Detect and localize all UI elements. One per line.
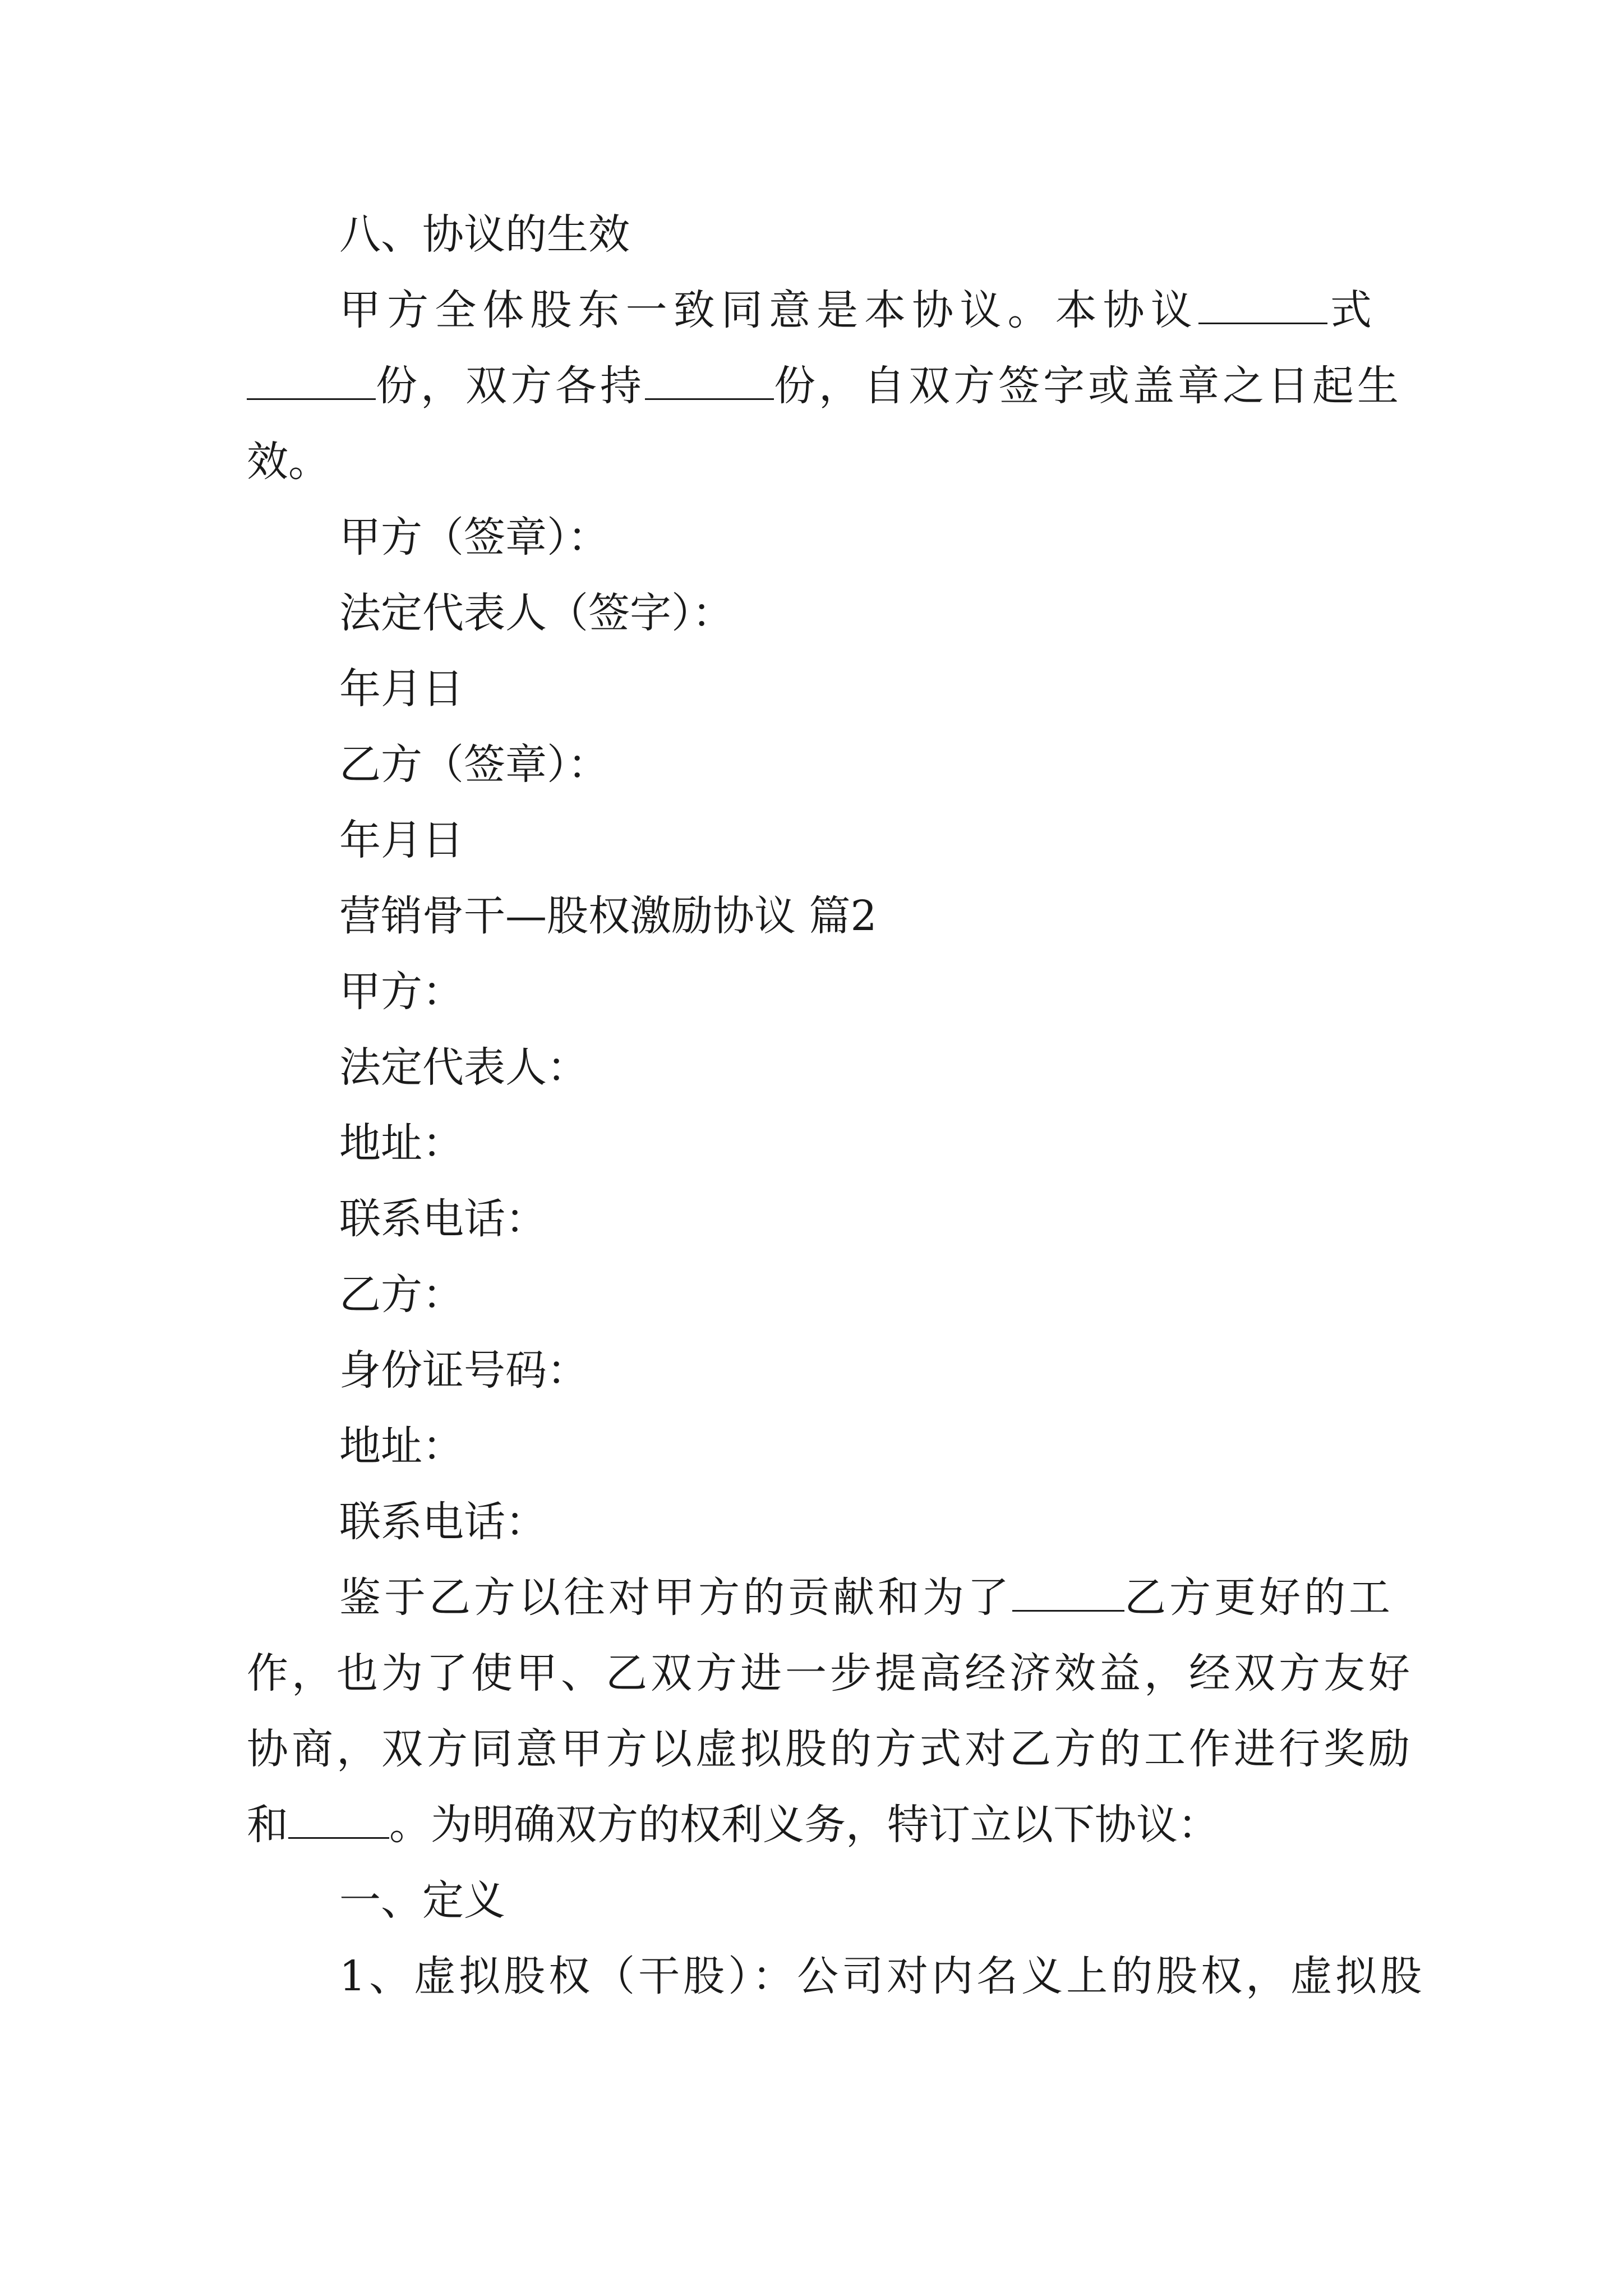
paragraph-text: 甲方全体股东一致同意是本协议。本协议 <box>339 286 1198 334</box>
label-text: 法定代表人（签字）： <box>339 589 734 637</box>
label-text: 法定代表人： <box>339 1043 588 1092</box>
date-label <box>339 662 464 716</box>
party-b-seal-label <box>339 738 609 792</box>
legal-rep-label <box>339 1041 588 1094</box>
label-text: 年月日 <box>339 816 464 864</box>
label-text: 联系电话： <box>339 1195 547 1243</box>
paragraph-line <box>247 1798 1219 1852</box>
paragraph-text: 和 <box>247 1801 288 1849</box>
fill-blank <box>1198 287 1327 324</box>
paragraph-text: 。为明确双方的权利义务，特订立以下协议： <box>389 1801 1219 1849</box>
phone-a-label <box>339 1192 547 1246</box>
paragraph-line <box>339 1571 1394 1625</box>
fill-blank <box>1012 1574 1124 1612</box>
agreement-title <box>339 889 877 943</box>
label-text: 甲方： <box>339 968 464 1016</box>
party-a-seal-label <box>339 510 609 564</box>
paragraph-line <box>339 283 1375 337</box>
party-a-label <box>339 965 464 1019</box>
fill-blank <box>288 1801 389 1839</box>
address-a-label <box>339 1116 464 1170</box>
label-text: 身份证号码： <box>339 1346 588 1395</box>
paragraph-text: 份，自双方签字或盖章之日起生 <box>774 362 1402 410</box>
paragraph-text: 1、虚拟股权（干股）：公司对内名义上的股权，虚拟股 <box>339 1952 1426 2000</box>
label-text: 甲方（签章）： <box>339 513 609 562</box>
fill-blank <box>645 362 774 400</box>
paragraph-line <box>247 435 330 489</box>
address-b-label <box>339 1419 464 1473</box>
legal-rep-sign-label <box>339 586 734 640</box>
section-heading-text: 一、定义 <box>339 1876 505 1925</box>
section-heading-definitions <box>339 1874 505 1927</box>
date-label <box>339 813 464 867</box>
paragraph-line <box>247 1646 1413 1700</box>
label-text: 乙方（签章）： <box>339 740 609 789</box>
paragraph-text: 鉴于乙方以往对甲方的贡献和为了 <box>339 1573 1012 1622</box>
label-text: 地址： <box>339 1119 464 1167</box>
party-b-label <box>339 1268 464 1322</box>
paragraph-line <box>247 359 1402 413</box>
paragraph-text: 份，双方各持 <box>376 362 645 410</box>
label-text: 乙方： <box>339 1271 464 1319</box>
phone-b-label <box>339 1495 547 1549</box>
paragraph-text: 作，也为了使甲、乙双方进一步提高经济效益，经双方友好 <box>247 1649 1413 1697</box>
id-number-label <box>339 1343 588 1397</box>
section-heading-text: 八、协议的生效 <box>339 210 630 259</box>
paragraph-text: 效。 <box>247 438 330 486</box>
paragraph-line <box>247 1722 1413 1776</box>
label-text: 年月日 <box>339 665 464 713</box>
fill-blank <box>247 362 376 400</box>
label-text: 联系电话： <box>339 1498 547 1546</box>
section-heading-effectiveness <box>339 208 630 261</box>
paragraph-text: 乙方更好的工 <box>1124 1573 1394 1622</box>
paragraph-text: 协商，双方同意甲方以虚拟股的方式对乙方的工作进行奖励 <box>247 1725 1413 1773</box>
label-text: 地址： <box>339 1422 464 1470</box>
paragraph-text: 式 <box>1327 286 1376 334</box>
paragraph-line <box>339 1949 1426 2003</box>
title-text: 营销骨干—股权激励协议 篇2 <box>339 892 877 940</box>
